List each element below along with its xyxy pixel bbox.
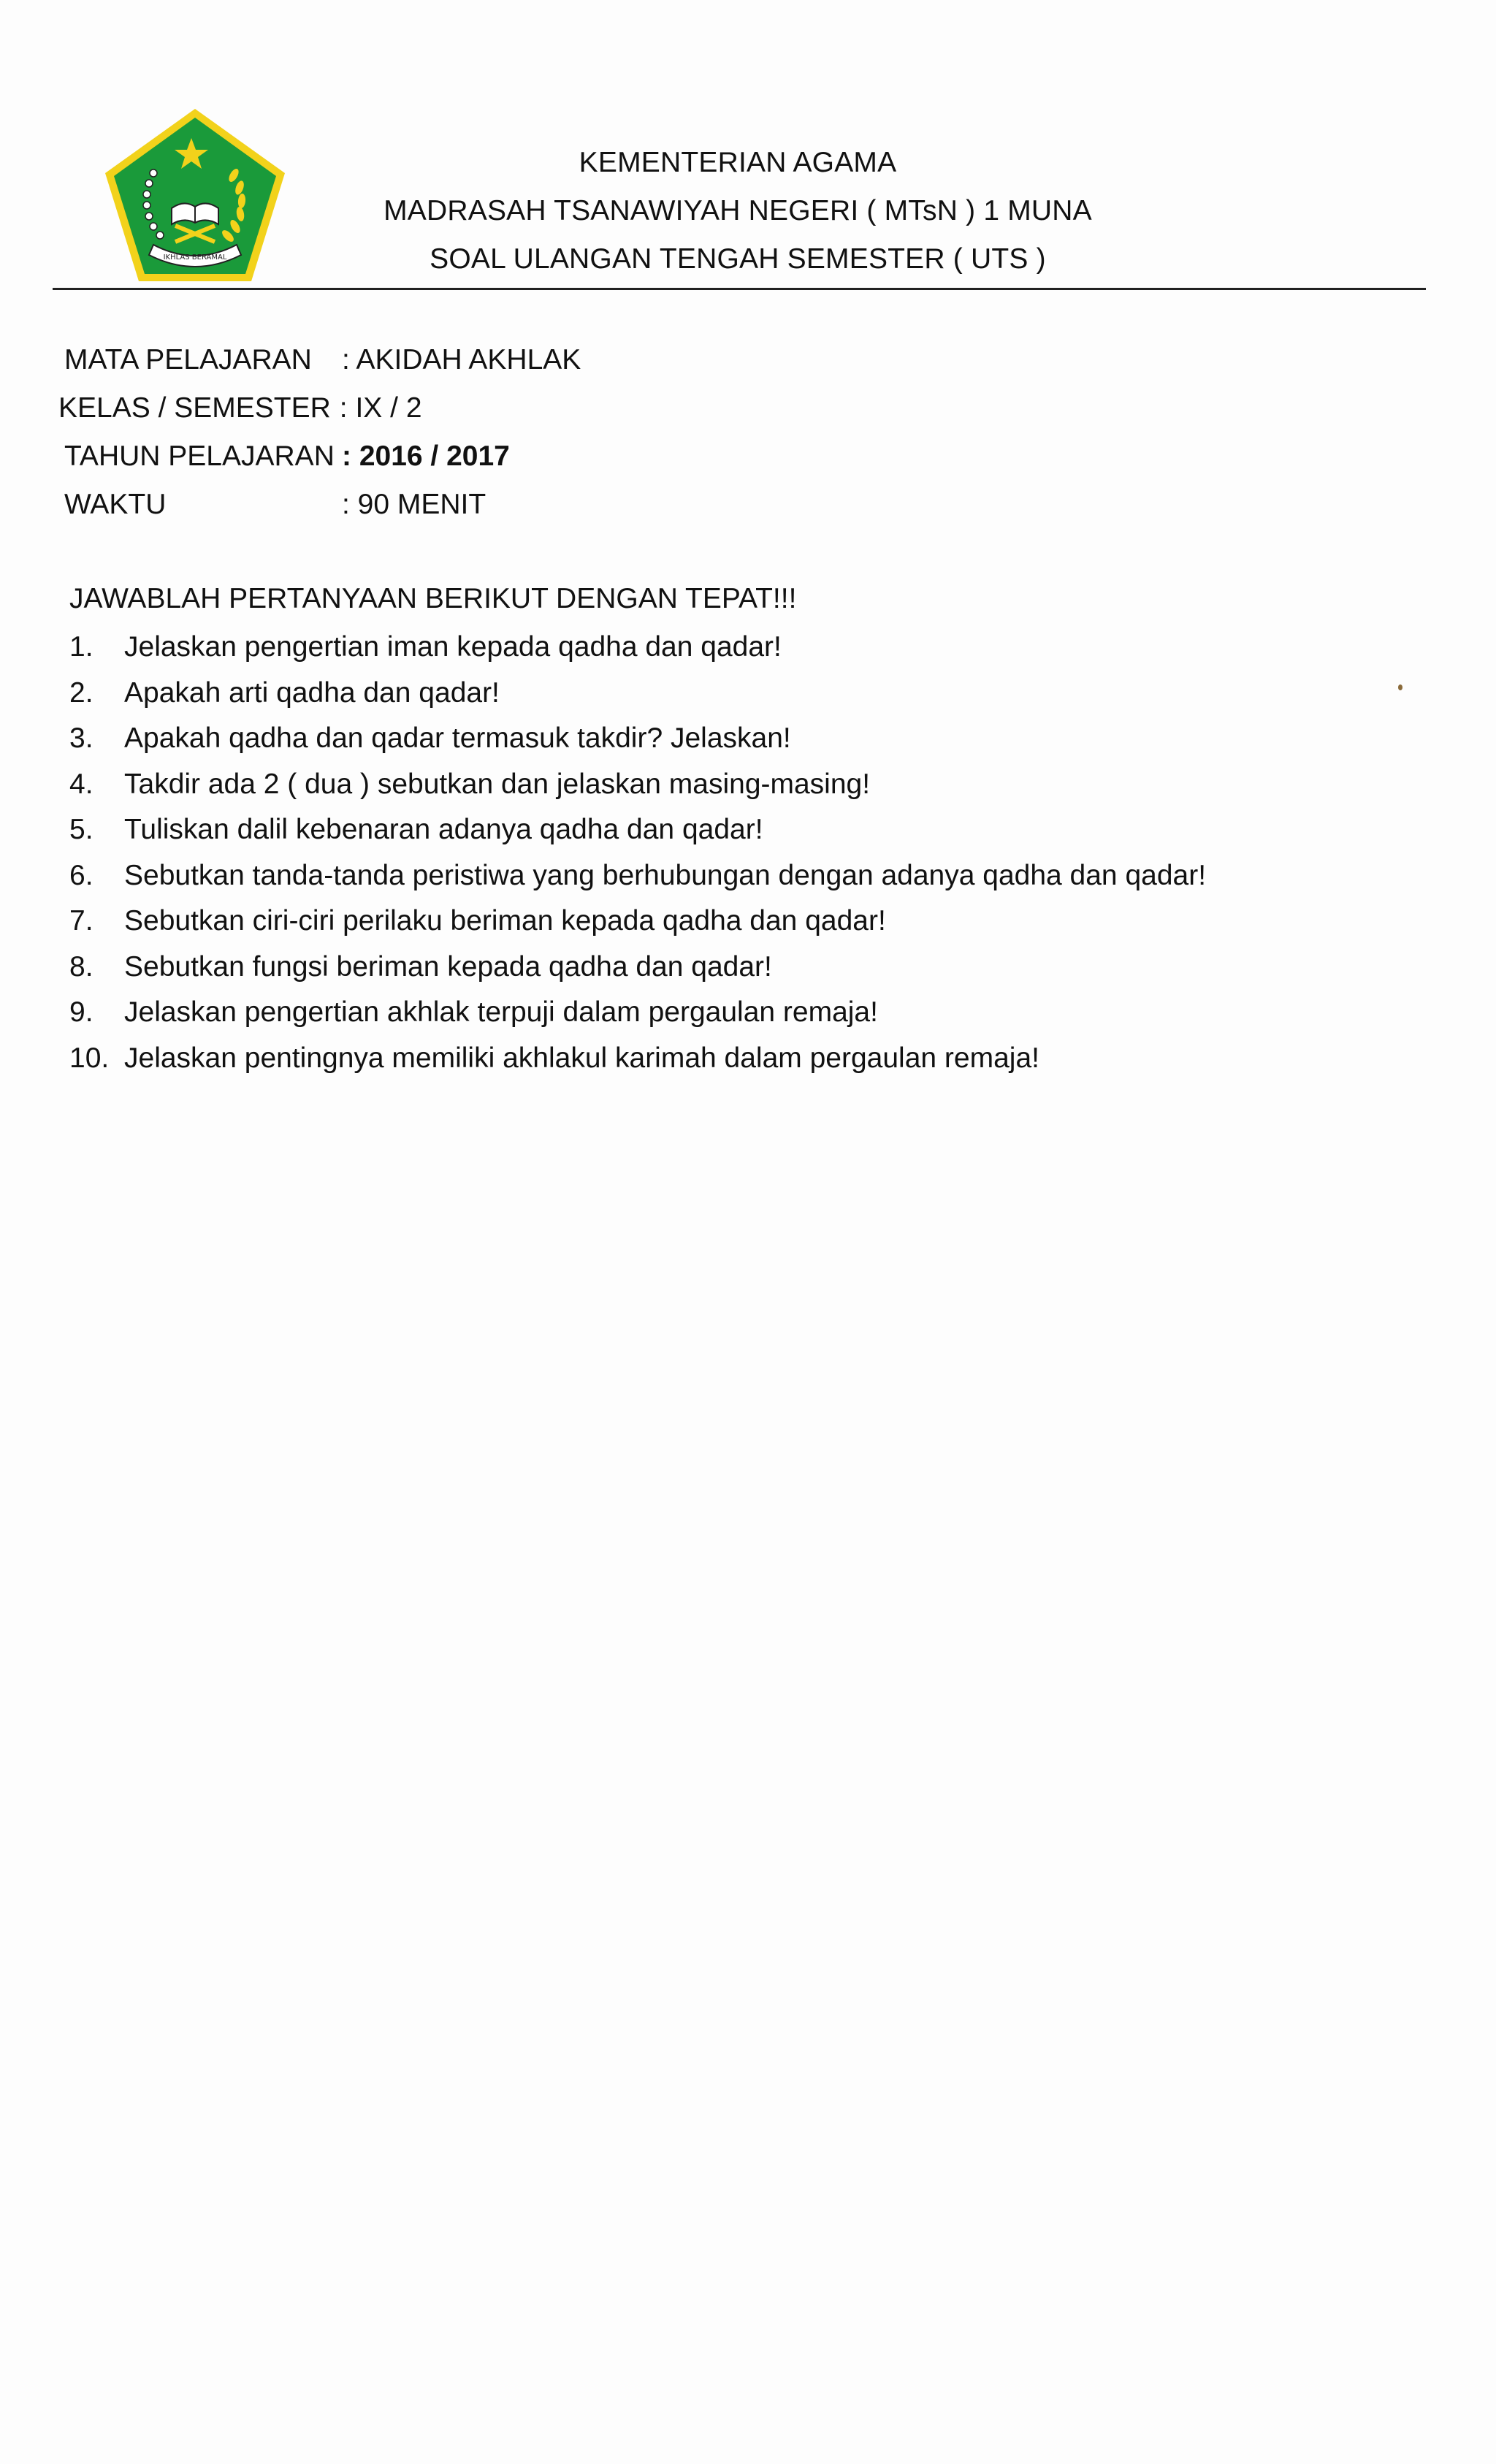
question-text: Jelaskan pentingnya memiliki akhlakul karimah dalam pergaulan remaja!: [124, 1042, 1039, 1074]
question-number: 9.: [69, 996, 94, 1028]
ministry-logo: [102, 106, 289, 285]
scan-speck: [1398, 684, 1402, 690]
header-divider: [53, 288, 1426, 290]
year-value: : 2016 / 2017: [342, 440, 510, 472]
time-row: [64, 481, 581, 529]
instruction: JAWABLAH PERTANYAAN BERIKUT DENGAN TEPAT!!!: [69, 583, 797, 614]
question-item: [69, 990, 1206, 1036]
ministry-emblem-icon: [102, 106, 289, 285]
question-item: [69, 899, 1206, 945]
question-item: [69, 625, 1206, 671]
question-number: 8.: [69, 950, 94, 983]
class-row: [58, 384, 581, 432]
question-item: [69, 1036, 1206, 1082]
question-text: Sebutkan tanda-tanda peristiwa yang berhubungan dengan adanya qadha dan qadar!: [124, 859, 1207, 891]
question-item: [69, 762, 1206, 808]
question-list: [69, 625, 1206, 1081]
question-text: Sebutkan ciri-ciri perilaku beriman kepada qadha dan qadar!: [124, 905, 886, 937]
question-number: 7.: [69, 905, 94, 937]
question-number: 6.: [69, 859, 94, 891]
subject-row: [64, 336, 581, 384]
exam-info: [58, 336, 581, 529]
question-text: Apakah qadha dan qadar termasuk takdir? Jelaskan!: [124, 722, 791, 754]
question-item: [69, 807, 1206, 853]
question-number: 5.: [69, 814, 94, 845]
question-item: [69, 945, 1206, 991]
year-row: [64, 432, 581, 481]
time-label: WAKTU: [64, 489, 167, 520]
year-label: TAHUN PELAJARAN: [64, 440, 335, 472]
question-item: [69, 853, 1206, 899]
question-text: Jelaskan pengertian akhlak terpuji dalam pergaulan remaja!: [124, 996, 878, 1028]
question-text: Apakah arti qadha dan qadar!: [124, 676, 500, 709]
question-text: Tuliskan dalil kebenaran adanya qadha dan qadar!: [124, 814, 763, 845]
letterhead: [307, 139, 1169, 283]
subject-value: : AKIDAH AKHLAK: [342, 344, 581, 375]
question-text: Jelaskan pengertian iman kepada qadha dan qadar!: [124, 631, 782, 663]
question-number: 10.: [69, 1042, 110, 1074]
time-value: : 90 MENIT: [342, 489, 486, 520]
class-label: KELAS / SEMESTER: [58, 392, 331, 424]
question-number: 1.: [69, 631, 94, 663]
question-text: Sebutkan fungsi beriman kepada qadha dan qadar!: [124, 950, 772, 983]
class-value: : IX / 2: [339, 392, 422, 424]
school-name: MADRASAH TSANAWIYAH NEGERI ( MTsN ) 1 MUNA: [383, 195, 1092, 226]
question-item: [69, 716, 1206, 762]
subject-label: MATA PELAJARAN: [64, 344, 312, 375]
exam-title: SOAL ULANGAN TENGAH SEMESTER ( UTS ): [430, 243, 1046, 275]
question-text: Takdir ada 2 ( dua ) sebutkan dan jelaskan masing-masing!: [124, 768, 871, 800]
question-number: 3.: [69, 722, 94, 754]
question-number: 4.: [69, 768, 94, 800]
ministry-name: KEMENTERIAN AGAMA: [579, 147, 897, 178]
question-item: [69, 671, 1206, 717]
question-number: 2.: [69, 676, 94, 709]
logo-ribbon-text: IKHLAS BERAMAL: [163, 253, 227, 262]
